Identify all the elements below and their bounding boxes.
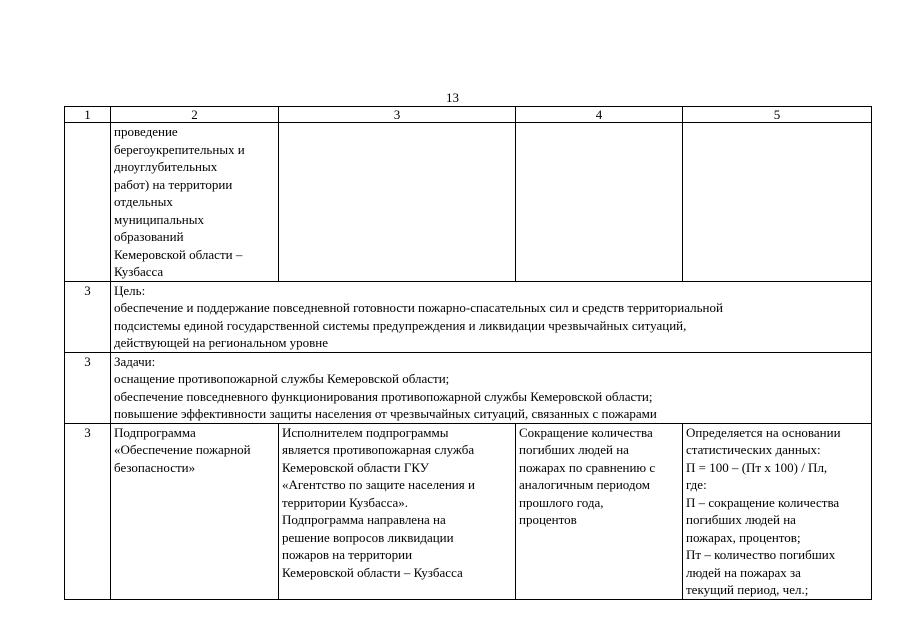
header-cell: 1	[65, 107, 111, 123]
cell-line: является противопожарная служба	[282, 442, 475, 457]
measure-cell	[111, 123, 279, 282]
cell-line: статистических данных:	[686, 442, 821, 457]
cell-line: пожарах, процентов;	[686, 529, 801, 545]
table-row	[65, 123, 872, 282]
empty-cell	[279, 123, 516, 282]
cell-line: берегоукрепительных и	[114, 141, 245, 157]
page-number: 13	[446, 90, 459, 105]
cell-line: Пт – количество погибших	[686, 547, 836, 562]
cell-line: решение вопросов ликвидации	[282, 529, 454, 545]
cell-line: пожаров на территории	[282, 547, 413, 562]
tasks-cell	[111, 352, 872, 423]
cell-line: Кемеровской области –	[114, 246, 243, 262]
cell-line: проведение	[114, 124, 178, 139]
cell-line: текущий период, чел.;	[686, 582, 809, 597]
header-cell: 2	[111, 107, 279, 123]
header-cell: 4	[516, 107, 683, 123]
cell-line: дноуглубительных	[114, 159, 218, 174]
goal-label: Цель:	[114, 282, 146, 298]
cell-line: Кемеровской области ГКУ	[282, 459, 429, 475]
cell-line: Кузбасса	[114, 264, 164, 279]
subprogram-name-cell	[111, 423, 279, 599]
goal-row	[65, 281, 872, 352]
empty-cell	[683, 123, 872, 282]
task-item: оснащение противопожарной службы Кемеровской области;	[114, 371, 450, 386]
cell-line: отдельных	[114, 194, 173, 209]
cell-line: Исполнителем подпрограммы	[282, 424, 449, 440]
method-cell	[683, 423, 872, 599]
cell-line: территории Кузбасса».	[282, 494, 409, 510]
tasks-row	[65, 352, 872, 423]
cell-line: безопасности»	[114, 459, 196, 475]
document-table	[64, 106, 872, 600]
cell-line: где:	[686, 477, 707, 492]
header-cell: 5	[683, 107, 872, 123]
executor-cell	[279, 423, 516, 599]
cell-line: прошлого года,	[519, 494, 604, 510]
goal-text: обеспечение и поддержание повседневной готовности пожарно-спасательных сил и средств территориальной	[114, 300, 723, 315]
subprogram-row	[65, 423, 872, 599]
header-cell: 3	[279, 107, 516, 123]
formula: П = 100 – (Пт х 100) / Пл,	[686, 459, 828, 475]
cell-line: работ) на территории	[114, 176, 233, 192]
cell-line: погибших людей на	[686, 512, 796, 527]
cell-line: Сокращение количества	[519, 424, 653, 440]
row-number: 3	[65, 423, 111, 599]
row-number: 3	[65, 352, 111, 423]
table-header-row	[65, 107, 872, 123]
row-number	[65, 123, 111, 282]
cell-line: процентов	[519, 512, 577, 527]
goal-text: действующей на региональном уровне	[114, 335, 329, 350]
empty-cell	[516, 123, 683, 282]
cell-line: людей на пожарах за	[686, 564, 801, 580]
cell-line: «Обеспечение пожарной	[114, 442, 251, 457]
cell-line: аналогичным периодом	[519, 477, 650, 492]
cell-line: Подпрограмма направлена на	[282, 512, 446, 527]
row-number: 3	[65, 281, 111, 352]
cell-line: «Агентство по защите населения и	[282, 477, 475, 492]
indicator-cell	[516, 423, 683, 599]
tasks-label: Задачи:	[114, 353, 156, 369]
cell-line: Кемеровской области – Кузбасса	[282, 564, 463, 580]
cell-line: образований	[114, 229, 184, 244]
task-item: обеспечение повседневного функционирования противопожарной службы Кемеровской области;	[114, 388, 653, 404]
task-item: повышение эффективности защиты населения от чрезвычайных ситуаций, связанных с пожарами	[114, 406, 657, 421]
cell-line: пожарах по сравнению с	[519, 459, 656, 475]
goal-text: подсистемы единой государственной системы предупреждения и ликвидации чрезвычайных ситуаций,	[114, 317, 687, 333]
cell-line: погибших людей на	[519, 442, 629, 457]
cell-line: муниципальных	[114, 211, 205, 227]
cell-line: Определяется на основании	[686, 424, 841, 440]
cell-line: П – сокращение количества	[686, 494, 840, 510]
goal-cell	[111, 281, 872, 352]
cell-line: Подпрограмма	[114, 424, 196, 440]
